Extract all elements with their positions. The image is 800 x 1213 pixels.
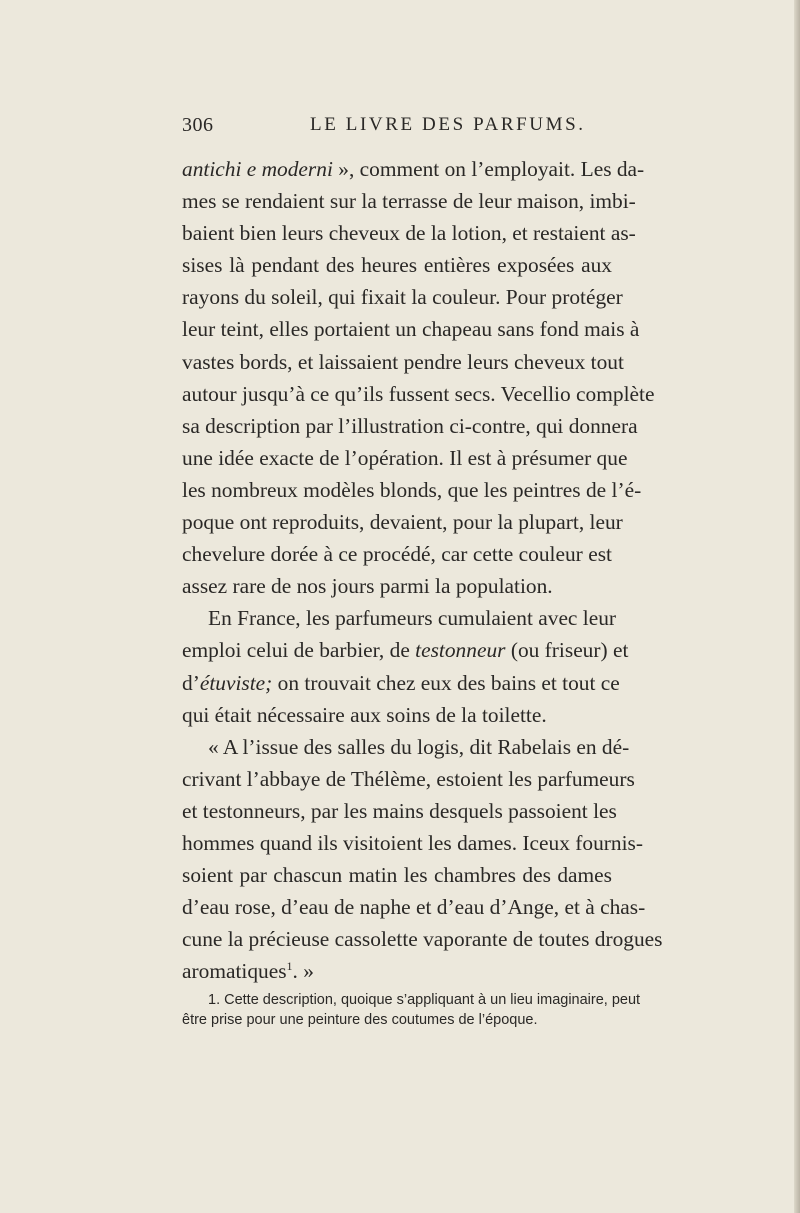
text-line: d’étuviste; on trouvait chez eux des bains et tout ce — [182, 670, 620, 695]
page-edge — [794, 0, 800, 1213]
text-line: antichi e moderni », comment on l’employait. Les da- — [182, 157, 645, 181]
text-line: cune la précieuse cassolette vaporante de toutes drogues — [182, 927, 663, 952]
text-line: une idée exacte de l’opération. Il est à présumer que — [182, 445, 628, 470]
running-title: LE LIVRE DES PARFUMS. — [310, 114, 586, 135]
text-line: d’eau rose, d’eau de naphe et d’eau d’Ange, et à chas- — [182, 895, 646, 920]
footnote-reference: 1 — [286, 959, 293, 974]
footnote-line: 1. Cette description, quoique s’appliquant à un lieu imaginaire, peut — [208, 992, 641, 1008]
text-line: poque ont reproduits, devaient, pour la plupart, leur — [182, 510, 623, 535]
text-line: soient par chascun matin les chambres des dames — [182, 863, 612, 888]
text-line: et testonneurs, par les mains desquels passoient les — [182, 798, 617, 823]
text-line: « A l’issue des salles du logis, dit Rabelais en dé- — [208, 734, 630, 759]
text-line: sa description par l’illustration ci-contre, qui donnera — [182, 413, 638, 438]
footnote-line: être prise pour une peinture des coutumes de l’époque. — [182, 1012, 538, 1028]
text-line: hommes quand ils visitoient les dames. Iceux fournis- — [182, 830, 644, 855]
footnote — [182, 990, 641, 1030]
text-line: crivant l’abbaye de Thélème, estoient les parfumeurs — [182, 766, 635, 791]
text-line: vastes bords, et laissaient pendre leurs cheveux tout — [182, 349, 624, 374]
text-line: chevelure dorée à ce procédé, car cette couleur est — [182, 542, 612, 567]
page-number: 306 — [182, 114, 214, 136]
text-line: les nombreux modèles blonds, que les peintres de l’é- — [182, 477, 642, 502]
text-line: rayons du soleil, qui fixait la couleur. Pour protéger — [182, 285, 623, 310]
page-header — [182, 114, 602, 144]
body-text — [182, 153, 663, 987]
text-line: baient bien leurs cheveux de la lotion, et restaient as- — [182, 221, 636, 246]
text-line: emploi celui de barbier, de testonneur (ou friseur) et — [182, 638, 629, 663]
text-line: En France, les parfumeurs cumulaient avec leur — [208, 606, 617, 631]
text-line: leur teint, elles portaient un chapeau sans fond mais à — [182, 317, 640, 342]
text-line: aromatiques$^1$. » — [182, 959, 314, 984]
text-line: mes se rendaient sur la terrasse de leur maison, imbi- — [182, 189, 636, 214]
text-line: assez rare de nos jours parmi la population. — [182, 574, 553, 599]
text-line: qui était nécessaire aux soins de la toilette. — [182, 702, 547, 727]
text-line: autour jusqu’à ce qu’ils fussent secs. Vecellio complète — [182, 381, 655, 406]
text-line: sises là pendant des heures entières exposées aux — [182, 253, 612, 278]
